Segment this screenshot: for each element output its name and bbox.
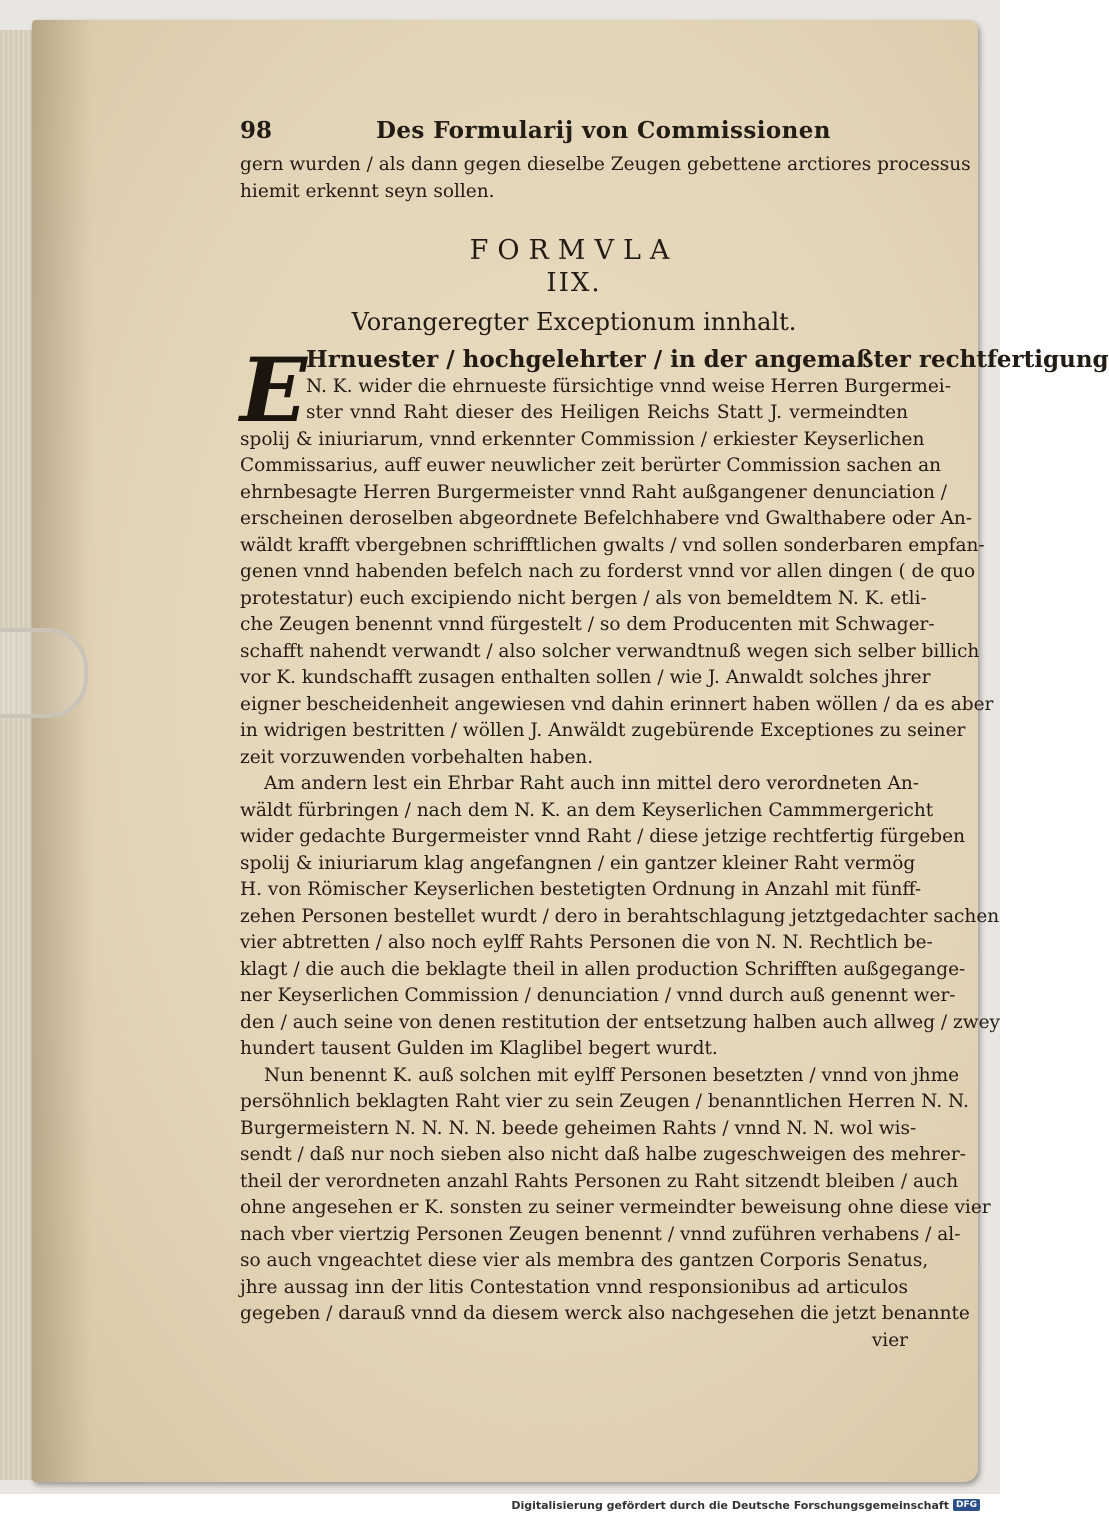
decorated-initial: E bbox=[240, 338, 308, 442]
paragraph-2 bbox=[240, 771, 1001, 1063]
text-line: hiemit erkennt seyn sollen. bbox=[240, 180, 495, 202]
catchword: vier bbox=[871, 1329, 908, 1351]
text-line: Am andern lest ein Ehrbar Raht auch inn mittel dero verordneten An- bbox=[264, 773, 920, 794]
text-line: wäldt fürbringen / nach dem N. K. an dem Keyserlichen Cammmergericht bbox=[240, 799, 934, 821]
text-line: jhre aussag inn der litis Contestation vnnd responsionibus ad articulos bbox=[240, 1276, 908, 1298]
text-line: zehen Personen bestellet wurdt / dero in berahtschlagung jetztgedachter sachen bbox=[240, 905, 1000, 927]
running-title: Des Formularij von Commissionen bbox=[376, 117, 831, 144]
text-line: H. von Römischer Keyserlichen bestetigten Ordnung in Anzahl mit fünff- bbox=[240, 879, 922, 900]
page-clip bbox=[0, 628, 88, 718]
dfg-logo: DFG bbox=[953, 1499, 980, 1511]
first-line: Hrnuester / hochgelehrter / in der angemaßter rechtfertigung bbox=[306, 346, 1109, 373]
page-text bbox=[240, 116, 1109, 1354]
text-line: Commissarius, auff euwer neuwlicher zeit berürter Commission sachen an bbox=[240, 455, 942, 476]
text-line: wider gedachte Burgermeister vnnd Raht / diese jetzige rechtfertig fürgeben bbox=[240, 826, 965, 847]
text-line: che Zeugen benennt vnnd fürgestelt / so dem Producenten mit Schwager- bbox=[240, 614, 935, 635]
page-number: 98 bbox=[240, 117, 273, 144]
text-line: ehrnbesagte Herren Burgermeister vnnd Raht außgangener denunciation / bbox=[240, 481, 947, 503]
text-line: Burgermeistern N. N. N. N. beede geheimen Rahts / vnnd N. N. wol wis- bbox=[240, 1117, 917, 1139]
text-line: in widrigen bestritten / wöllen J. Anwäldt zugebürende Exceptiones zu seiner bbox=[240, 720, 966, 741]
text-line: erscheinen deroselben abgeordnete Befelchhabere vnd Gwalthabere oder An- bbox=[240, 508, 973, 529]
text-line: ner Keyserlichen Commission / denunciation / vnnd durch auß genennt wer- bbox=[240, 985, 956, 1006]
formula-subtitle: Vorangeregter Exceptionum innhalt. bbox=[351, 308, 797, 336]
text-line: protestatur) euch excipiendo nicht bergen / als von bemeldtem N. K. etli- bbox=[240, 587, 927, 609]
text-line: so auch vngeachtet diese vier als membra des gantzen Corporis Senatus, bbox=[240, 1250, 929, 1271]
text-line: hundert tausent Gulden im Klaglibel begert wurdt. bbox=[240, 1038, 718, 1059]
digitization-credit bbox=[511, 1496, 980, 1514]
text-line: theil der verordneten anzahl Rahts Personen zu Raht sitzendt bleiben / auch bbox=[240, 1170, 959, 1192]
text-line: spolij & iniuriarum, vnnd erkennter Commission / erkiester Keyserlichen bbox=[240, 428, 925, 450]
text-line: nach vber viertzig Personen Zeugen benennt / vnnd zuführen verhabens / al- bbox=[240, 1223, 961, 1245]
text-line: N. K. wider die ehrnueste fürsichtige vnnd weise Herren Burgermei- bbox=[306, 375, 951, 397]
paragraph-1 bbox=[240, 427, 994, 772]
paragraph-3 bbox=[240, 1063, 991, 1328]
text-line: persöhnlich beklagten Raht vier zu sein Zeugen / benanntlichen Herren N. N. bbox=[240, 1091, 969, 1112]
text-line: eigner bescheidenheit angewiesen vnd dahin erinnert haben wöllen / da es aber bbox=[240, 693, 994, 715]
text-line: sendt / daß nur noch sieben also nicht daß halbe zugeschweigen des mehrer- bbox=[240, 1144, 966, 1165]
text-line: gegeben / darauß vnnd da diesem werck also nachgesehen die jetzt benannte bbox=[240, 1303, 970, 1324]
formula-title: FORMVLA bbox=[469, 235, 679, 266]
text-line: ster vnnd Raht dieser des Heiligen Reichs Statt J. vermeindten bbox=[306, 402, 908, 423]
formula-number: IIX. bbox=[546, 268, 602, 298]
page-gutter-shadow bbox=[32, 20, 92, 1482]
text-line: genen vnnd habenden befelch nach zu forderst vnnd vor allen dingen ( de quo bbox=[240, 561, 976, 582]
text-line: Nun benennt K. auß solchen mit eylff Personen besetzten / vnnd von jhme bbox=[264, 1064, 960, 1086]
text-line: vor K. kundschafft zusagen enthalten sollen / wie J. Anwaldt solches jhrer bbox=[240, 667, 931, 688]
carryover-text bbox=[240, 152, 971, 205]
text-line: den / auch seine von denen restitution der entsetzung halben auch allweg / zwey bbox=[240, 1011, 1001, 1033]
credit-text: Digitalisierung gefördert durch die Deutsche Forschungsgemeinschaft bbox=[511, 1498, 949, 1512]
text-line: gern wurden / als dann gegen dieselbe Zeugen gebettene arctiores processus bbox=[240, 154, 971, 175]
running-head bbox=[240, 116, 908, 152]
text-line: wäldt krafft vbergebnen schrifftlichen gwalts / vnd sollen sonderbaren empfan- bbox=[240, 534, 985, 556]
text-line: ohne angesehen er K. sonsten zu seiner vermeindter beweisung ohne diese vier bbox=[240, 1197, 991, 1218]
text-line: schafft nahendt verwandt / also solcher verwandtnuß wegen sich selber billich bbox=[240, 640, 980, 662]
text-line: zeit vorzuwenden vorbehalten haben. bbox=[240, 746, 594, 768]
text-line: klagt / die auch die beklagte theil in allen production Schrifften außgegange- bbox=[240, 958, 966, 980]
text-line: vier abtretten / also noch eylff Rahts Personen die von N. N. Rechtlich be- bbox=[240, 932, 933, 953]
formula-body bbox=[240, 338, 1109, 1354]
text-line: spolij & iniuriarum klag angefangnen / ein gantzer kleiner Raht vermög bbox=[240, 852, 916, 874]
